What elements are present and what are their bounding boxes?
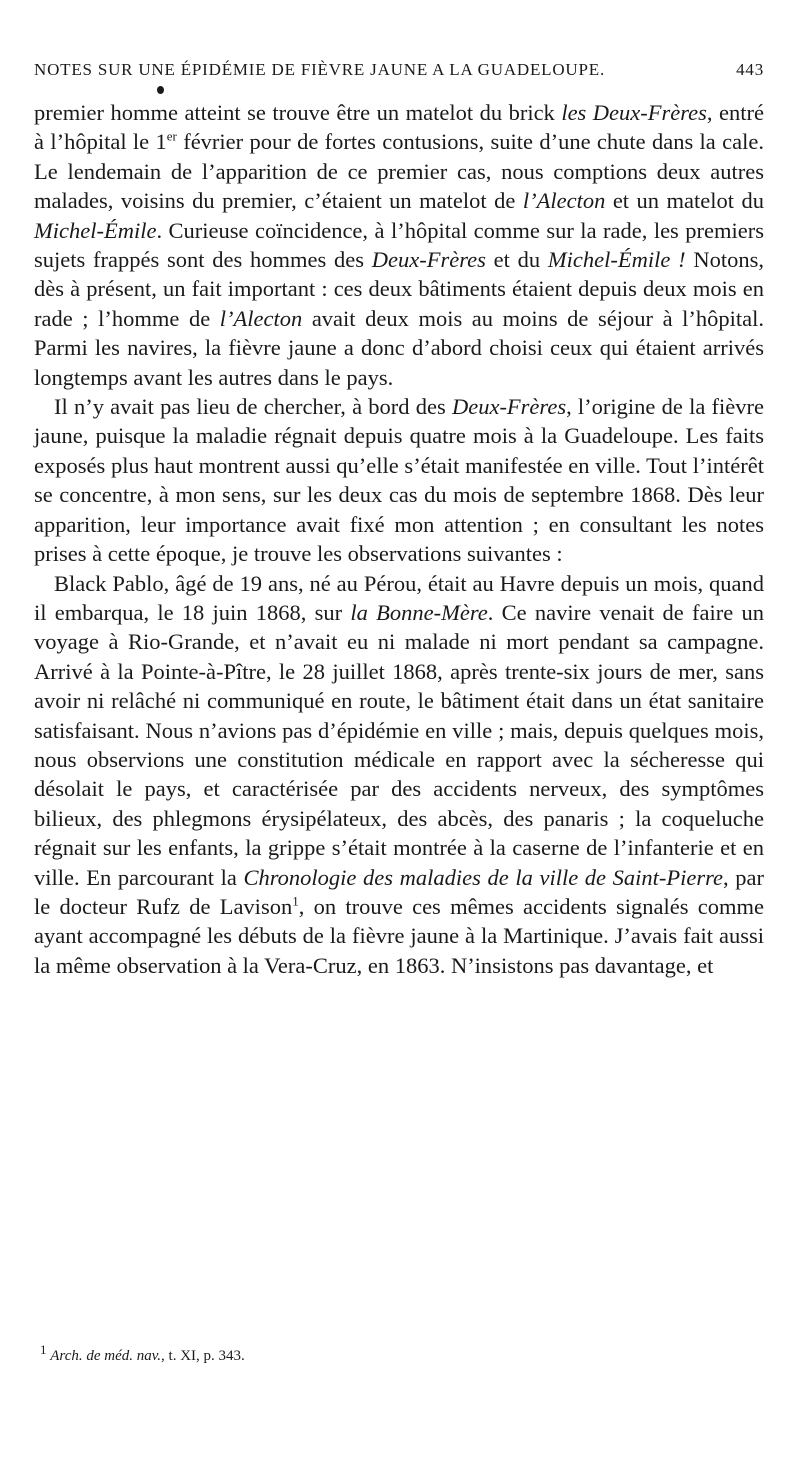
text-run: , l’origine de la fièvre jaune, puisque la maladie régnait depuis quatre mois à la Guadeloupe. Les faits exposés plus haut montrent aussi qu’elle s’était manifestée en ville. Tout l’intérêt se concentre, à mon sens, sur les deux cas du mois de septembre 1868. Dès leur apparition, leur importance avait fixé mon attention ; en consultant les notes prises à cette époque, je trouve les observations suivantes : <box>34 394 764 567</box>
text-run: Notons, dès à présent, un fait important : ces deux bâtiments étaient depuis deux mois en rade ; l’homme de <box>34 247 764 331</box>
paragraph <box>34 392 764 568</box>
page-number: 443 <box>736 60 764 79</box>
text-run: février pour de fortes contusions, suite d’une chute dans la cale. Le lendemain de l’apparition de ce premier cas, nous comptions deux autres malades, voisins du premier, c’étaient un matelot de <box>34 129 764 214</box>
italic-text: Deux-Frères <box>371 247 486 273</box>
running-title: NOTES SUR UNE ÉPIDÉMIE DE FIÈVRE JAUNE A LA GUADELOUPE. <box>34 60 605 79</box>
superscript: 1 <box>292 893 299 909</box>
footnote <box>40 1342 760 1365</box>
text-run: et du <box>485 247 548 273</box>
italic-text: les Deux-Frères <box>561 100 707 125</box>
superscript: er <box>166 128 177 144</box>
italic-text: l’Alecton <box>219 305 303 331</box>
footnote-citation: , t. XI, p. 343. <box>161 1348 245 1364</box>
paragraph <box>34 98 764 392</box>
text-run: , entré à l’hôpital le 1 <box>34 100 765 155</box>
italic-text: Deux-Frères <box>451 394 567 420</box>
text-run: Il n’y avait pas lieu de chercher, à bord des <box>54 394 452 420</box>
footnote-source: Arch. de méd. nav. <box>50 1348 162 1364</box>
text-run: avait deux mois au moins de séjour à l’hôpital. Parmi les navires, la fièvre jaune a donc d’abord choisi ceux qui étaient arrivés longtemps avant les autres dans le pays. <box>34 305 764 390</box>
running-header <box>34 60 764 80</box>
italic-text: l’Alecton <box>522 188 606 214</box>
text-run: . Ce navire venait de faire un voyage à Rio-Grande, et n’avait eu ni malade ni mort pendant sa campagne. Arrivé à la Pointe-à-Pître, le 28 juillet 1868, après trente-six jours de mer, sans avoir ni relâché ni communiqué en route, le bâtiment était dans un état sanitaire satisfaisant. Nous n’avions pas d’épidémie en ville ; mais, depuis quelques mois, nous observions une constitution médicale en rapport avec la sécheresse qui désolait le pays, et caractérisée par des accidents nerveux, des symptômes bilieux, des phlegmons érysipélateux, des abcès, des panaris ; la coqueluche régnait sur les enfants, la grippe s’était montrée à la caserne de l’infanterie et en ville. En parcourant la <box>34 599 764 890</box>
italic-text: Michel-Émile ! <box>547 247 686 273</box>
text-run: , on trouve ces mêmes accidents signalés comme ayant accompagné les débuts de la fièvre jaune à la Martinique. J’avais fait aussi la même observation à la Vera-Cruz, en 1863. N’insistons pas davantage, et <box>34 893 764 978</box>
paragraph <box>34 569 764 981</box>
text-run: . Curieuse coïncidence, à l’hôpital comme sur la rade, les premiers sujets frappés sont des hommes des <box>34 217 764 273</box>
ink-dot <box>157 86 164 94</box>
text-run: et un matelot du <box>605 188 764 214</box>
text-run: , par le docteur Rufz de Lavison <box>34 864 764 919</box>
italic-text: la Bonne-Mère <box>350 599 488 625</box>
italic-text: Chronologie des maladies de la ville de Saint-Pierre <box>243 864 724 890</box>
footnote-mark: 1 <box>40 1342 47 1357</box>
text-run: premier homme atteint se trouve être un matelot du brick <box>34 100 562 125</box>
italic-text: Michel-Émile <box>34 217 157 243</box>
body-text <box>34 98 764 980</box>
text-run: Black Pablo, âgé de 19 ans, né au Pérou, était au Havre depuis un mois, quand il embarqua, le 18 juin 1868, sur <box>34 570 764 625</box>
